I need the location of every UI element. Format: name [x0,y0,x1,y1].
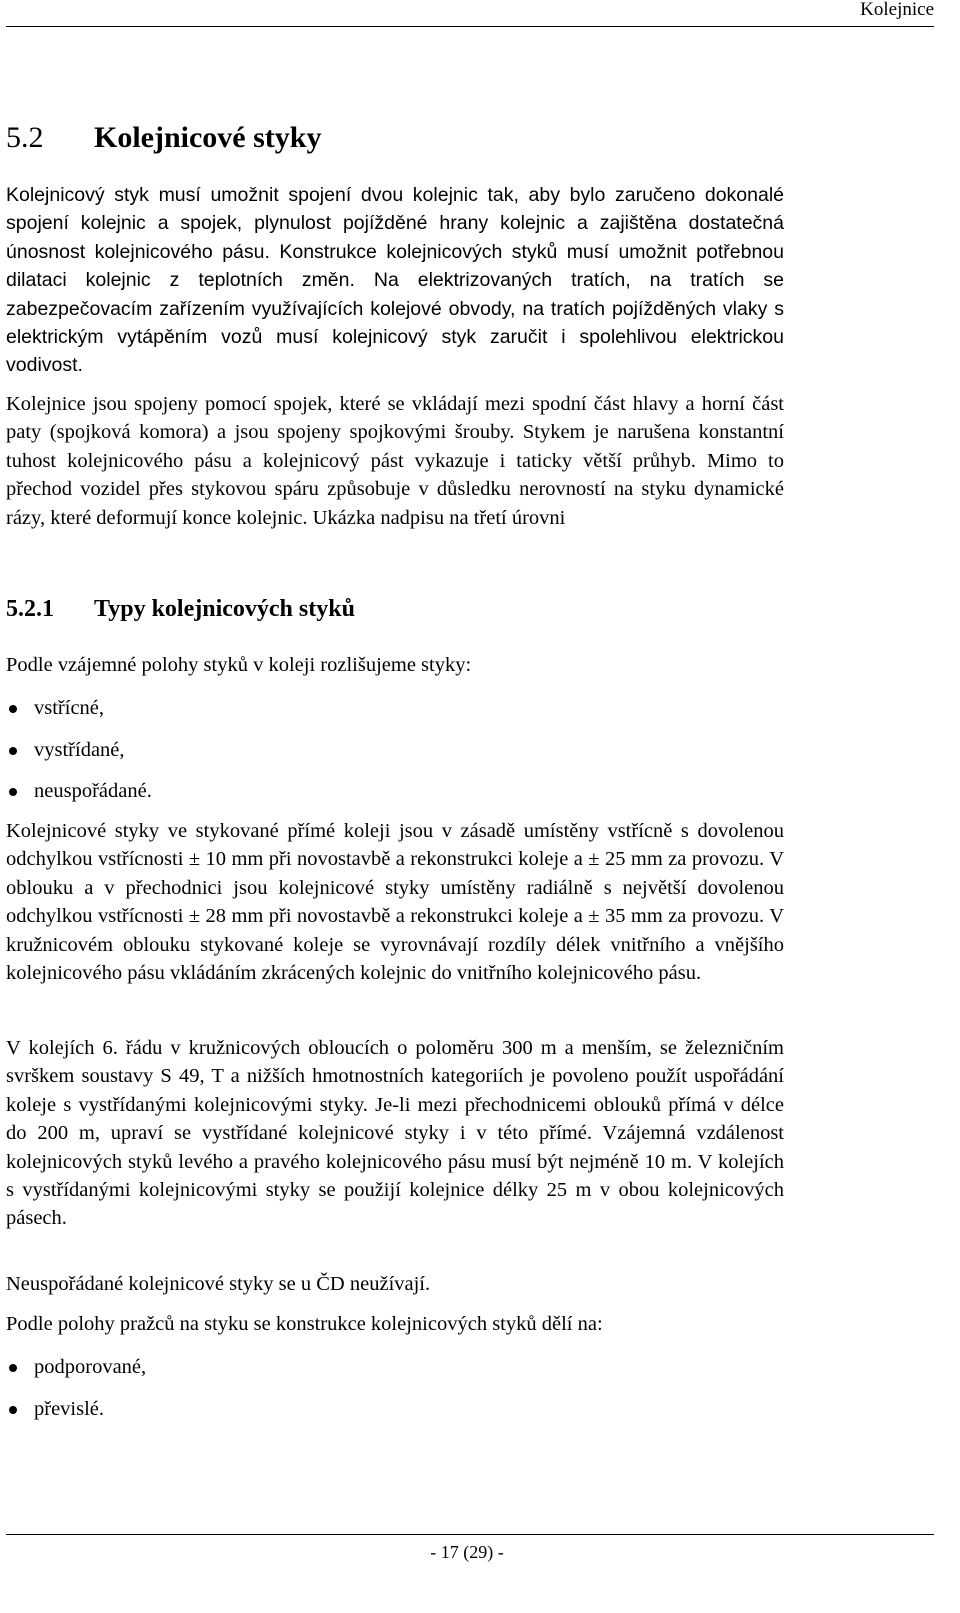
bullet-icon [9,1364,17,1372]
page-number: - 17 (29) - [430,1542,504,1562]
list-item: podporované, [6,1353,146,1395]
paragraph: Kolejnicové styky ve stykované přímé koleji jsou v zásadě umístěny vstřícně s dovolenou odchylkou vstřícnosti ± 10 mm při novostavbě a rekonstrukci koleje a ± 25 mm za provozu. V oblouku a v přechodnici jsou kolejnicové styky umístěny radiálně s největší dovolenou odchylkou vstřícnosti ± 28 mm při novostavbě a rekonstrukci koleje a ± 35 mm za provozu. V kružnicovém oblouku stykované koleje se vyrovnávají rozdíly délek vnitřního a vnějšího kolejnicového pásu vkládáním zkrácených kolejnic do vnitřního kolejnicového pásu. [6,820,784,985]
section-title: Kolejnicové styky [94,121,322,154]
paragraph: Podle vzájemné polohy styků v koleji rozlišujeme styky: [6,654,472,676]
subsection-heading [6,596,355,623]
bullet-icon [9,788,17,796]
bullet-icon [9,747,17,755]
paragraph: V kolejích 6. řádu v kružnicových obloucích o poloměru 300 m a menším, se železničním svrškem soustavy S 49, T a nižších hmotnostních kategoriích je povoleno použít uspořádání koleje s vystřídanými kolejnicovými styky. Je-li mezi přechodnicemi oblouků přímá v délce do 200 m, upraví se vystřídané kolejnicové styky i v této přímé. Vzájemná vzdálenost kolejnicových styků levého a pravého kolejnicového pásu musí být nejméně 10 m. V kolejích s vystřídanými kolejnicovými styky se použijí kolejnice délky 25 m v obou kolejnicových pásech. [6,1037,784,1230]
list-item: vstřícné, [6,694,152,736]
section-heading [6,121,321,155]
paragraph: Neuspořádané kolejnicové styky se u ČD neužívají. [6,1273,431,1295]
subsection-title: Typy kolejnicových styků [94,596,355,622]
paragraph: Kolejnice jsou spojeny pomocí spojek, které se vkládají mezi spodní část hlavy a horní část paty (spojková komora) a jsou spojeny spojkovými šrouby. Stykem je narušena konstantní tuhost kolejnicového pásu a kolejnicový pást vykazuje i taticky větší průhyb. Mimo to přechod vozidel přes stykovou spáru způsobuje v důsledku nerovností na styku dynamické rázy, které deformují konce kolejnic. Ukázka nadpisu na třetí úrovni [6,393,784,529]
list-item: převislé. [6,1395,146,1437]
footer-divider [6,1534,934,1535]
paragraph: Kolejnicový styk musí umožnit spojení dvou kolejnic tak, aby bylo zaručeno dokonalé spojení kolejnic a spojek, plynulost pojížděné hrany kolejnic a zajištěna dostatečná únosnost kolejnicového pásu. Konstrukce kolejnicových styků musí umožnit potřebnou dilataci kolejnic z teplotních změn. Na elektrizovaných tratích, na tratích se zabezpečovacím zařízením využívajících kolejové obvody, na tratích pojížděných vlaky s elektrickým vytápěním vozů musí kolejnicový styk zaručit i spolehlivou elektrickou vodivost. [6,184,784,377]
list-item: neuspořádané. [6,777,152,819]
list-item: vystřídané, [6,736,152,778]
bullet-icon [9,1406,17,1414]
running-header: Kolejnice [860,0,934,20]
subsection-number: 5.2.1 [6,596,54,622]
section-number: 5.2 [6,121,44,154]
header-divider [6,26,934,27]
bullet-list [6,694,152,819]
bullet-icon [9,705,17,713]
bullet-list [6,1353,146,1436]
paragraph: Podle polohy pražců na styku se konstrukce kolejnicových styků dělí na: [6,1313,603,1335]
